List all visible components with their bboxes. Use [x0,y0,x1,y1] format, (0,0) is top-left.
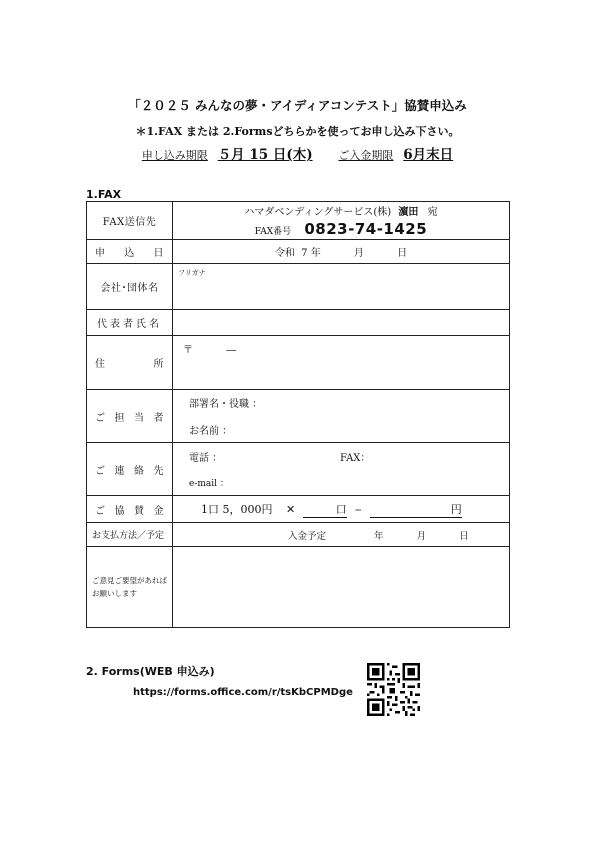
company-row [87,264,510,310]
section-forms-label: 2. Forms(WEB 申込み) [86,665,215,678]
apply-date-field[interactable]: 令和 7 年 月 日 [173,240,510,264]
company-name: ハマダベンディングサービス(株) [244,207,392,218]
sponsorship-field[interactable] [173,496,510,523]
fax-destination-cell [173,202,510,240]
name-label: お名前 ： [189,426,233,437]
honorific: 宛 [427,207,438,218]
payment-label: お支払方法／予定 [87,523,173,547]
request-field[interactable] [173,547,510,628]
fax-number: 0823-74-1425 [304,220,428,238]
qr-code-icon [367,663,420,716]
unit-price: 1口 5，000円 [201,502,273,516]
units-input[interactable]: 口 [303,501,347,518]
sponsorship-label: ご 協 賛 金 [95,505,164,517]
payment-deadline-value: 6月末日 [403,147,454,163]
representative-row [87,310,510,336]
request-row [87,547,510,628]
furigana-label: フリガナ [178,269,206,277]
contact-person-label: ご 担 当 者 [95,412,164,424]
representative-label: 代表者氏名 [87,310,173,336]
tel-label: 電話 ： [189,453,223,464]
apply-date-label: 申 込 日 [95,248,164,259]
fax-number-label: FAX番号 [254,227,292,237]
email-label: e-mail ： [189,479,229,489]
contact-row [87,443,510,496]
page-title: 「２０２５ みんなの夢・アイディアコンテスト」協賛申込み [128,98,467,113]
company-field[interactable] [173,264,510,310]
contact-person-row [87,390,510,443]
apply-date-row [87,240,510,264]
request-label: ご意見ご要望があればお願いします [87,547,173,628]
payment-field[interactable]: 入金予定 年 月 日 [173,523,510,547]
dept-label: 部署名・役職 ： [189,399,263,410]
application-notice: ＊1.FAX または 2.Formsどちらかを使ってお申し込み下さい。 [135,125,460,138]
postal-dash: ― [226,345,237,356]
amount-input[interactable]: 円 [370,501,462,518]
address-row [87,336,510,390]
payment-deadline-label: ご入金期限 [338,149,394,162]
fax-destination-label: FAX送信先 [87,202,173,240]
company-label: 会社･団体名 [87,264,173,310]
contact-label: ご 連 絡 先 [95,465,164,477]
representative-field[interactable] [173,310,510,336]
postal-mark: 〒 [183,345,193,356]
sponsorship-row [87,496,510,523]
recipient-name: 濵田 [398,207,419,218]
payment-row [87,523,510,547]
times-sign: ✕ [286,502,296,516]
fax-label: FAX： [340,453,371,464]
address-label: 住 所 [95,359,164,370]
deadline-label: 申し込み期限 [141,149,208,162]
contact-field[interactable] [173,443,510,496]
equals-sign: ＝ [354,505,363,515]
address-field[interactable] [173,336,510,390]
section-fax-label: 1.FAX [86,188,122,201]
deadline-line [0,143,595,163]
forms-url-link[interactable]: https://forms.office.com/r/tsKbCPMDge [133,687,353,698]
application-form [86,201,510,628]
deadline-value: ５月 15 日(木) [217,147,313,163]
contact-person-field[interactable] [173,390,510,443]
fax-destination-row [87,202,510,240]
